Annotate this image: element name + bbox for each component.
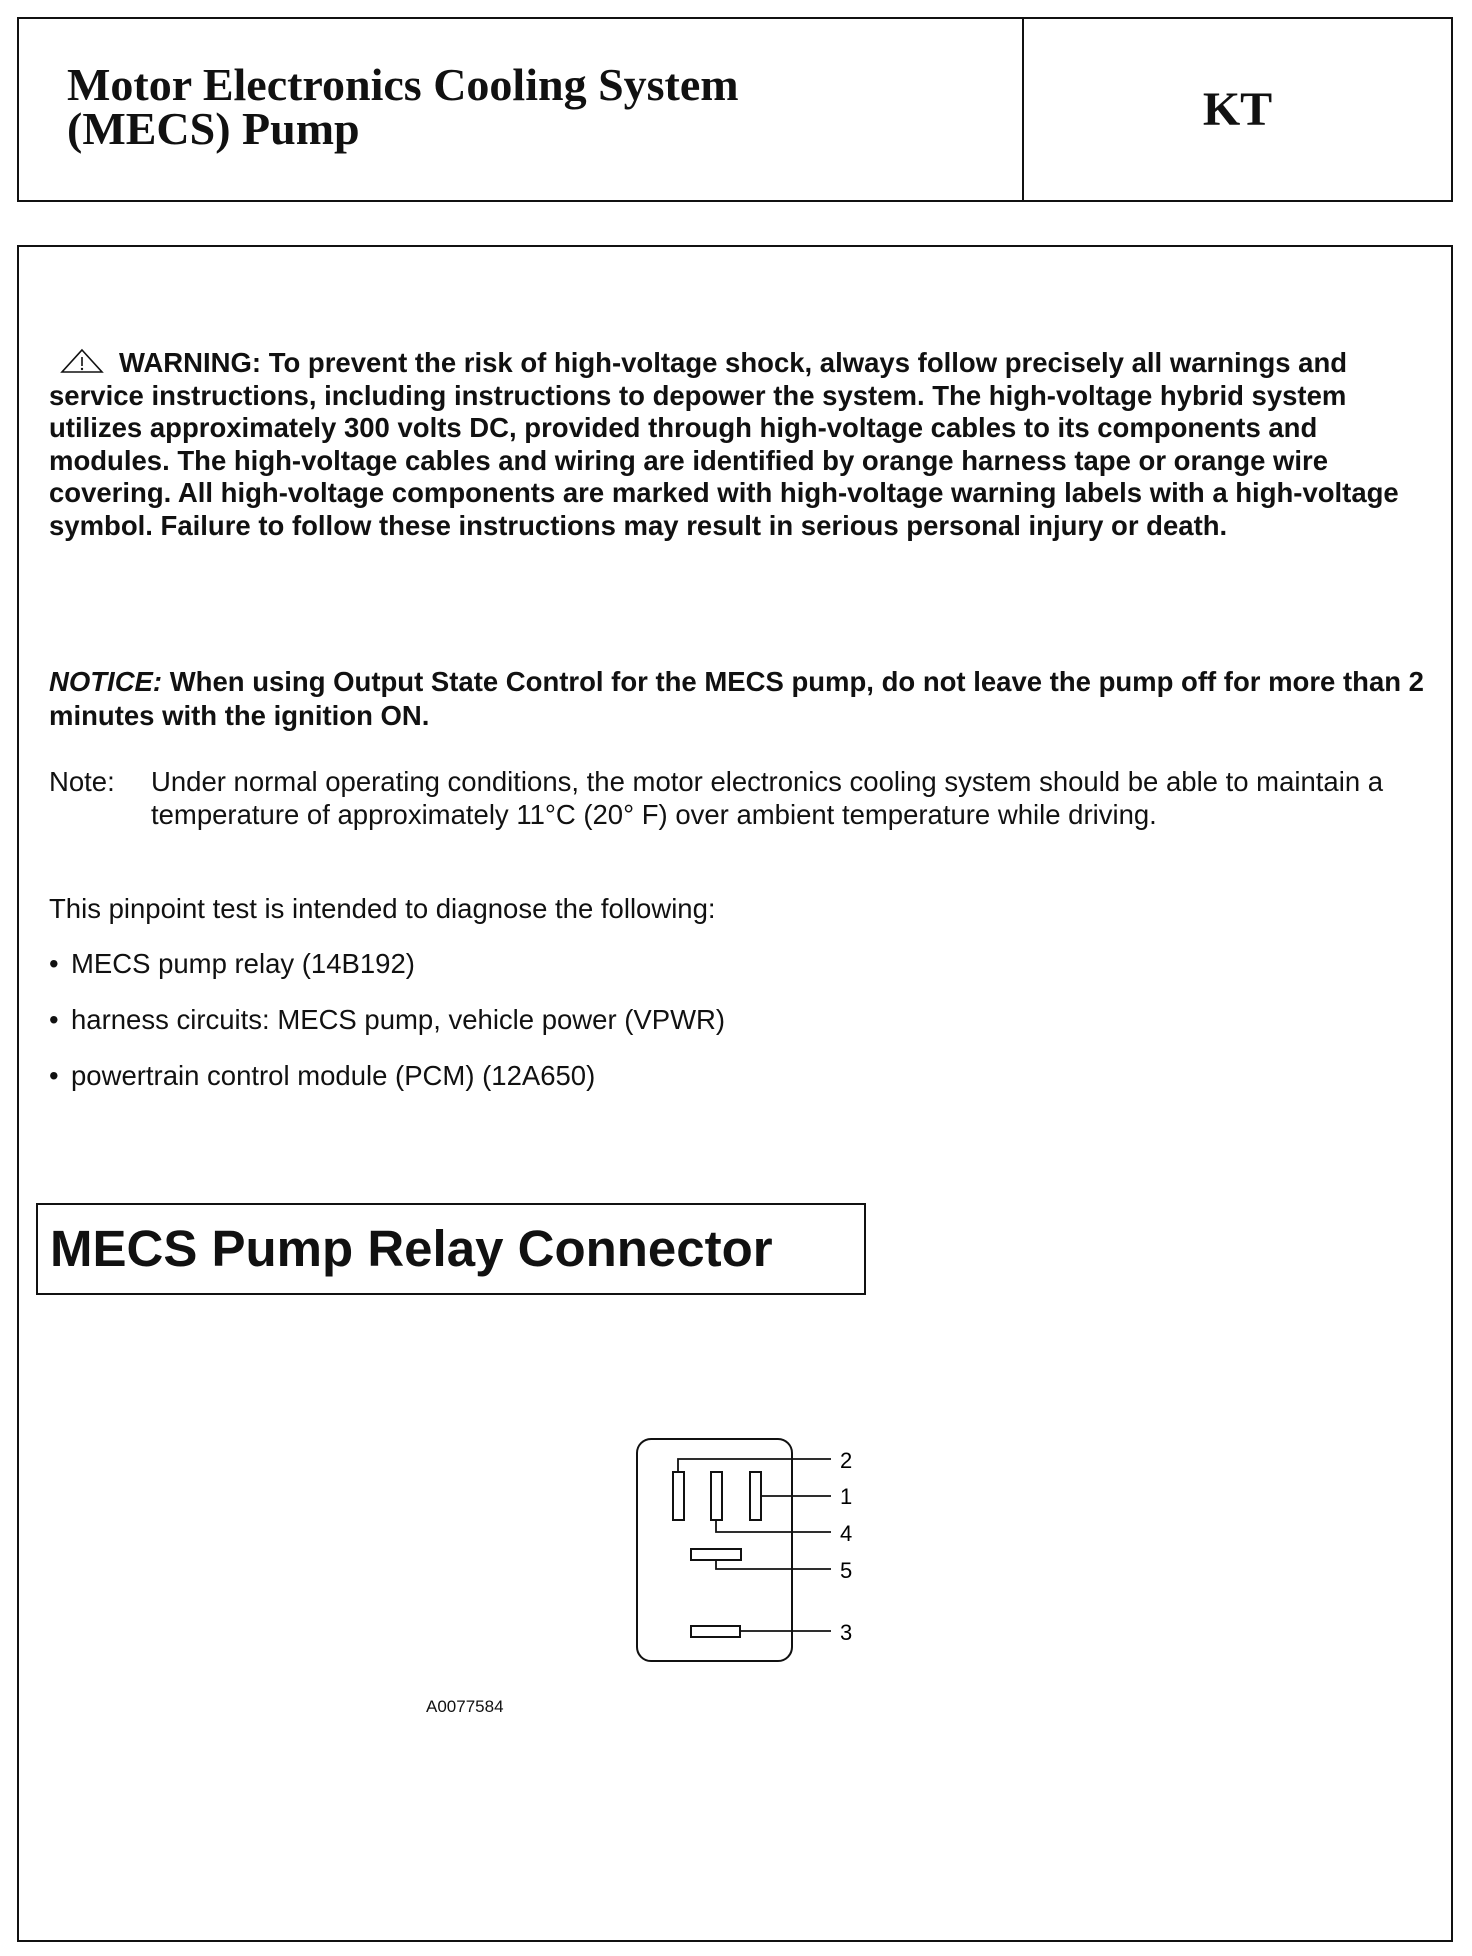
list-item: • harness circuits: MECS pump, vehicle power (VPWR) [49, 1004, 726, 1035]
warning-text: WARNING: To prevent the risk of high-voltage shock, always follow precisely all warnings and service instructions, including instructions to depower the system. The high-voltage hybrid system utilizes approximately 300 volts DC, provided through high-voltage cables to its components and modules. The high-voltage cables and wiring are identified by orange harness tape or orange wire covering. All high-voltage components are marked with high-voltage warning labels with a high-voltage symbol. Failure to follow these instructions may result in serious personal injury or death. [49, 347, 1399, 541]
diagram-reference: A0077584 [426, 1697, 504, 1716]
section-code: KT [1202, 83, 1273, 136]
terminal-2 [673, 1472, 684, 1520]
pin-label-5: 5 [840, 1558, 853, 1583]
relay-connector-diagram [19, 247, 1455, 1944]
terminal-3 [691, 1626, 740, 1637]
intro-text: This pinpoint test is intended to diagnose the following: [49, 893, 716, 924]
list-item-text: powertrain control module (PCM) (12A650) [71, 1060, 596, 1091]
note-text: Under normal operating conditions, the motor electronics cooling system should be able to maintain a temperature of approximately 11°C (20° F) over ambient temperature while driving. [151, 766, 1384, 830]
content-box [17, 245, 1453, 1942]
list-item: • MECS pump relay (14B192) [49, 948, 415, 979]
pin-label-1: 1 [840, 1484, 853, 1509]
terminal-5 [691, 1549, 741, 1560]
pin-label-3: 3 [840, 1620, 853, 1645]
page-title: Motor Electronics Cooling System (MECS) Pump [19, 19, 1024, 200]
note-label: Note: [49, 766, 115, 797]
list-item-text: MECS pump relay (14B192) [71, 948, 415, 979]
list-item-text: harness circuits: MECS pump, vehicle power (VPWR) [71, 1004, 726, 1035]
section-title: MECS Pump Relay Connector [36, 1203, 866, 1295]
pin-label-4: 4 [840, 1521, 853, 1546]
header-box [17, 17, 1453, 202]
notice-text: When using Output State Control for the MECS pump, do not leave the pump off for more than 2 minutes with the ignition ON. [49, 666, 1424, 731]
terminal-4 [711, 1472, 722, 1520]
notice-label: NOTICE: [49, 666, 163, 697]
terminal-1 [750, 1472, 761, 1520]
list-item: • powertrain control module (PCM) (12A650) [49, 1060, 596, 1091]
pin-label-2: 2 [840, 1448, 853, 1473]
